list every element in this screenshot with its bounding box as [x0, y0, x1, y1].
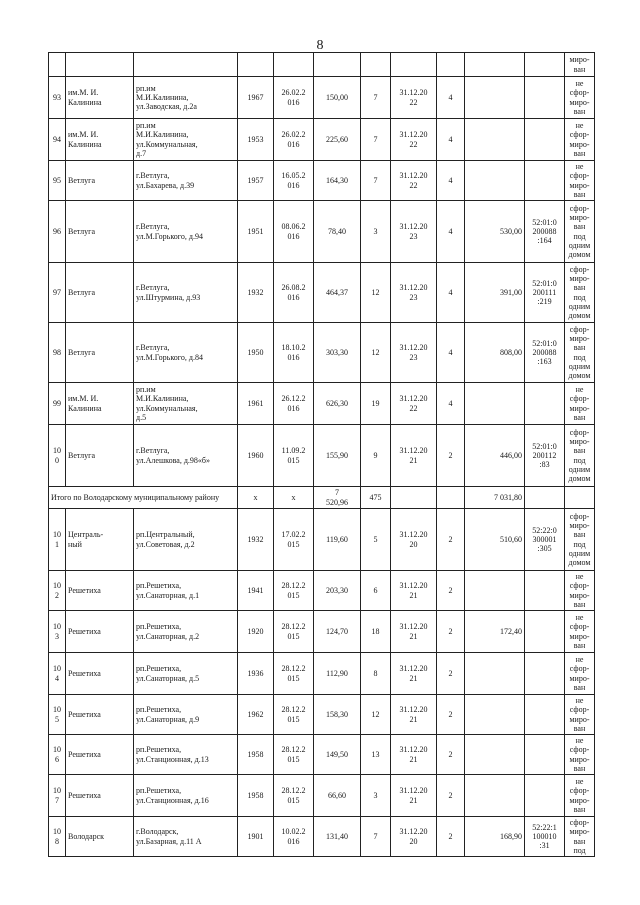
cost-cell: 510,60	[465, 509, 525, 571]
addr-cell: рп.Решетиха, ул.Санаторная, д.2	[134, 611, 238, 653]
mun-cell: Ветлуга	[66, 201, 134, 263]
mun-cell: Ветлуга	[66, 425, 134, 487]
year-cell: 1962	[238, 695, 274, 735]
num-cell: 10 1	[49, 509, 66, 571]
people-cell: 3	[361, 201, 391, 263]
area-cell: 112,90	[314, 653, 361, 695]
date-cell: 18.10.2 016	[274, 323, 314, 383]
table-row	[49, 653, 595, 695]
year-cell: 1957	[238, 161, 274, 201]
year-cell: 1936	[238, 653, 274, 695]
area-cell: 119,60	[314, 509, 361, 571]
year-cell: 1961	[238, 383, 274, 425]
mun-cell: Ветлуга	[66, 323, 134, 383]
grp-cell: 2	[437, 775, 465, 817]
addr-cell: г.Ветлуга, ул.Бахарева, д.39	[134, 161, 238, 201]
num-cell: 99	[49, 383, 66, 425]
date-cell: 17.02.2 015	[274, 509, 314, 571]
grp-cell: 4	[437, 161, 465, 201]
deadline-cell: 31.12.20 22	[391, 161, 437, 201]
form-cell: не сфор- миро- ван	[565, 735, 595, 775]
date-cell: 28.12.2 015	[274, 695, 314, 735]
num-cell: 10 3	[49, 611, 66, 653]
cost-cell	[465, 735, 525, 775]
deadline-cell: 31.12.20 21	[391, 571, 437, 611]
mun-cell: им.М. И. Калинина	[66, 383, 134, 425]
cad-cell	[525, 161, 565, 201]
year-cell: 1920	[238, 611, 274, 653]
year-cell: 1953	[238, 119, 274, 161]
date-cell: 16.05.2 016	[274, 161, 314, 201]
addr-cell: рп.Решетиха, ул.Станционная, д.13	[134, 735, 238, 775]
table-row	[49, 775, 595, 817]
grp-cell: 2	[437, 611, 465, 653]
form-cell: сфор- миро- ван под одним домом	[565, 323, 595, 383]
cost-cell: 391,00	[465, 263, 525, 323]
area-cell: 158,30	[314, 695, 361, 735]
mun-cell: Ветлуга	[66, 161, 134, 201]
people-cell: 12	[361, 695, 391, 735]
area-cell: 203,30	[314, 571, 361, 611]
mun-cell: Решетиха	[66, 653, 134, 695]
people-cell: 7	[361, 161, 391, 201]
addr-cell: рп.Решетиха, ул.Санаторная, д.1	[134, 571, 238, 611]
area-cell: 303,30	[314, 323, 361, 383]
grp-cell: 2	[437, 817, 465, 857]
date-cell: х	[274, 487, 314, 509]
num-cell: 95	[49, 161, 66, 201]
grp-cell: 2	[437, 695, 465, 735]
area-cell: 626,30	[314, 383, 361, 425]
table-cell	[361, 53, 391, 77]
deadline-cell: 31.12.20 20	[391, 817, 437, 857]
form-cell: не сфор- миро- ван	[565, 77, 595, 119]
cad-cell: 52:22:0 300001 :305	[525, 509, 565, 571]
deadline-cell: 31.12.20 21	[391, 735, 437, 775]
form-cell: сфор- миро- ван под одним домом	[565, 425, 595, 487]
date-cell: 26.08.2 016	[274, 263, 314, 323]
table-cell	[437, 53, 465, 77]
form-cell	[565, 487, 595, 509]
form-cell: не сфор- миро- ван	[565, 571, 595, 611]
cost-cell	[465, 775, 525, 817]
addr-cell: г.Володарск, ул.Базарная, д.11 А	[134, 817, 238, 857]
cad-cell	[525, 119, 565, 161]
deadline-cell: 31.12.20 20	[391, 509, 437, 571]
table-cell	[134, 53, 238, 77]
addr-cell: рп.им М.И.Калинина, ул.Коммунальная, д.5	[134, 383, 238, 425]
area-cell: 164,30	[314, 161, 361, 201]
table-row	[49, 53, 595, 77]
cost-cell: 446,00	[465, 425, 525, 487]
mun-cell: Решетиха	[66, 571, 134, 611]
people-cell: 475	[361, 487, 391, 509]
area-cell: 155,90	[314, 425, 361, 487]
table-row	[49, 817, 595, 857]
cost-cell: 172,40	[465, 611, 525, 653]
addr-cell: г.Ветлуга, ул.М.Горького, д.94	[134, 201, 238, 263]
deadline-cell: 31.12.20 21	[391, 775, 437, 817]
num-cell: 98	[49, 323, 66, 383]
date-cell: 26.12.2 016	[274, 383, 314, 425]
year-cell: 1960	[238, 425, 274, 487]
grp-cell: 4	[437, 383, 465, 425]
area-cell: 149,50	[314, 735, 361, 775]
addr-cell: рп.Решетиха, ул.Станционная, д.16	[134, 775, 238, 817]
num-cell: 10 7	[49, 775, 66, 817]
form-cell: не сфор- миро- ван	[565, 383, 595, 425]
cad-cell: 52:01:0 200111 :219	[525, 263, 565, 323]
addr-cell: рп.им М.И.Калинина, ул.Заводская, д.2а	[134, 77, 238, 119]
form-cell: сфор- миро- ван под одним домом	[565, 201, 595, 263]
table-row	[49, 509, 595, 571]
table-cell	[314, 53, 361, 77]
table-cell	[238, 53, 274, 77]
grp-cell: 2	[437, 509, 465, 571]
area-cell: 150,00	[314, 77, 361, 119]
total-label: Итого по Володарскому муниципальному району	[49, 487, 238, 509]
deadline-cell: 31.12.20 22	[391, 383, 437, 425]
table-row	[49, 201, 595, 263]
cad-cell	[525, 77, 565, 119]
cost-cell: 7 031,80	[465, 487, 525, 509]
form-cell: не сфор- миро- ван	[565, 161, 595, 201]
people-cell: 12	[361, 263, 391, 323]
form-cell: не сфор- миро- ван	[565, 695, 595, 735]
table-row	[49, 611, 595, 653]
mun-cell: Решетиха	[66, 695, 134, 735]
date-cell: 10.02.2 016	[274, 817, 314, 857]
deadline-cell: 31.12.20 22	[391, 77, 437, 119]
people-cell: 13	[361, 735, 391, 775]
cad-cell: 52:01:0 200088 :163	[525, 323, 565, 383]
form-cell: не сфор- миро- ван	[565, 775, 595, 817]
year-cell: 1932	[238, 509, 274, 571]
area-cell: 124,70	[314, 611, 361, 653]
total-row	[49, 487, 595, 509]
people-cell: 7	[361, 77, 391, 119]
addr-cell: г.Ветлуга, ул.Штурмина, д.93	[134, 263, 238, 323]
cost-cell	[465, 119, 525, 161]
cad-cell	[525, 775, 565, 817]
form-cell: сфор- миро- ван под	[565, 817, 595, 857]
people-cell: 7	[361, 817, 391, 857]
form-cell: сфор- миро- ван под одним домом	[565, 509, 595, 571]
cad-cell	[525, 695, 565, 735]
addr-cell: рп.Решетиха, ул.Санаторная, д.5	[134, 653, 238, 695]
area-cell: 78,40	[314, 201, 361, 263]
num-cell: 97	[49, 263, 66, 323]
num-cell: 10 2	[49, 571, 66, 611]
area-cell: 464,37	[314, 263, 361, 323]
grp-cell: 2	[437, 653, 465, 695]
num-cell: 10 5	[49, 695, 66, 735]
grp-cell	[437, 487, 465, 509]
mun-cell: им.М. И. Калинина	[66, 119, 134, 161]
year-cell: 1967	[238, 77, 274, 119]
deadline-cell: 31.12.20 23	[391, 263, 437, 323]
people-cell: 18	[361, 611, 391, 653]
table-cell	[49, 53, 66, 77]
people-cell: 5	[361, 509, 391, 571]
cad-cell: 52:01:0 200088 :164	[525, 201, 565, 263]
cost-cell	[465, 383, 525, 425]
date-cell: 28.12.2 015	[274, 653, 314, 695]
date-cell: 26.02.2 016	[274, 77, 314, 119]
cost-cell: 530,00	[465, 201, 525, 263]
year-cell: 1958	[238, 775, 274, 817]
cad-cell	[525, 383, 565, 425]
year-cell: 1951	[238, 201, 274, 263]
cost-cell	[465, 161, 525, 201]
area-cell: 7 520,96	[314, 487, 361, 509]
form-cell: не сфор- миро- ван	[565, 653, 595, 695]
area-cell: 225,60	[314, 119, 361, 161]
grp-cell: 2	[437, 425, 465, 487]
formation-cell: миро- ван	[565, 53, 595, 77]
date-cell: 26.02.2 016	[274, 119, 314, 161]
table-row	[49, 77, 595, 119]
num-cell: 93	[49, 77, 66, 119]
date-cell: 08.06.2 016	[274, 201, 314, 263]
people-cell: 8	[361, 653, 391, 695]
year-cell: 1958	[238, 735, 274, 775]
table-cell	[525, 53, 565, 77]
grp-cell: 4	[437, 323, 465, 383]
table-row	[49, 263, 595, 323]
num-cell: 10 6	[49, 735, 66, 775]
cad-cell	[525, 653, 565, 695]
page-number: 8	[316, 38, 324, 53]
deadline-cell: 31.12.20 21	[391, 653, 437, 695]
mun-cell: им.М. И. Калинина	[66, 77, 134, 119]
table-cell	[465, 53, 525, 77]
cost-cell	[465, 571, 525, 611]
form-cell: сфор- миро- ван под одним домом	[565, 263, 595, 323]
grp-cell: 4	[437, 201, 465, 263]
cost-cell	[465, 653, 525, 695]
mun-cell: Решетиха	[66, 735, 134, 775]
date-cell: 11.09.2 015	[274, 425, 314, 487]
area-cell: 131,40	[314, 817, 361, 857]
addr-cell: г.Ветлуга, ул.Алешкова, д.98«б»	[134, 425, 238, 487]
grp-cell: 2	[437, 571, 465, 611]
mun-cell: Володарск	[66, 817, 134, 857]
area-cell: 66,60	[314, 775, 361, 817]
cad-cell	[525, 487, 565, 509]
people-cell: 9	[361, 425, 391, 487]
grp-cell: 4	[437, 263, 465, 323]
people-cell: 12	[361, 323, 391, 383]
mun-cell: Решетиха	[66, 775, 134, 817]
cost-cell	[465, 77, 525, 119]
deadline-cell: 31.12.20 23	[391, 201, 437, 263]
people-cell: 7	[361, 119, 391, 161]
mun-cell: Централь- ный	[66, 509, 134, 571]
table-row	[49, 695, 595, 735]
cad-cell	[525, 571, 565, 611]
people-cell: 19	[361, 383, 391, 425]
deadline-cell: 31.12.20 22	[391, 119, 437, 161]
table-row	[49, 119, 595, 161]
table-row	[49, 735, 595, 775]
cad-cell: 52:22:1 100010 :31	[525, 817, 565, 857]
num-cell: 10 8	[49, 817, 66, 857]
table-cell	[274, 53, 314, 77]
housing-table	[48, 52, 595, 857]
date-cell: 28.12.2 015	[274, 735, 314, 775]
deadline-cell: 31.12.20 21	[391, 695, 437, 735]
table-row	[49, 383, 595, 425]
year-cell: 1901	[238, 817, 274, 857]
mun-cell: Ветлуга	[66, 263, 134, 323]
form-cell: не сфор- миро- ван	[565, 119, 595, 161]
table-cell	[391, 53, 437, 77]
grp-cell: 4	[437, 77, 465, 119]
deadline-cell	[391, 487, 437, 509]
people-cell: 6	[361, 571, 391, 611]
addr-cell: г.Ветлуга, ул.М.Горького, д.84	[134, 323, 238, 383]
num-cell: 94	[49, 119, 66, 161]
people-cell: 3	[361, 775, 391, 817]
deadline-cell: 31.12.20 23	[391, 323, 437, 383]
date-cell: 28.12.2 015	[274, 611, 314, 653]
cad-cell	[525, 611, 565, 653]
table-row	[49, 425, 595, 487]
form-cell: не сфор- миро- ван	[565, 611, 595, 653]
num-cell: 96	[49, 201, 66, 263]
date-cell: 28.12.2 015	[274, 775, 314, 817]
num-cell: 10 4	[49, 653, 66, 695]
table-row	[49, 571, 595, 611]
year-cell: 1950	[238, 323, 274, 383]
addr-cell: рп.Решетиха, ул.Санаторная, д.9	[134, 695, 238, 735]
date-cell: 28.12.2 015	[274, 571, 314, 611]
addr-cell: рп.им М.И.Калинина, ул.Коммунальная, д.7	[134, 119, 238, 161]
cost-cell: 808,00	[465, 323, 525, 383]
table-row	[49, 161, 595, 201]
year-cell: 1941	[238, 571, 274, 611]
grp-cell: 4	[437, 119, 465, 161]
cad-cell: 52:01:0 200112 :83	[525, 425, 565, 487]
grp-cell: 2	[437, 735, 465, 775]
deadline-cell: 31.12.20 21	[391, 425, 437, 487]
cad-cell	[525, 735, 565, 775]
num-cell: 10 0	[49, 425, 66, 487]
mun-cell: Решетиха	[66, 611, 134, 653]
deadline-cell: 31.12.20 21	[391, 611, 437, 653]
cost-cell	[465, 695, 525, 735]
table-row	[49, 323, 595, 383]
table-cell	[66, 53, 134, 77]
year-cell: 1932	[238, 263, 274, 323]
cost-cell: 168,90	[465, 817, 525, 857]
addr-cell: рп.Центральный, ул.Советовая, д.2	[134, 509, 238, 571]
year-cell: х	[238, 487, 274, 509]
